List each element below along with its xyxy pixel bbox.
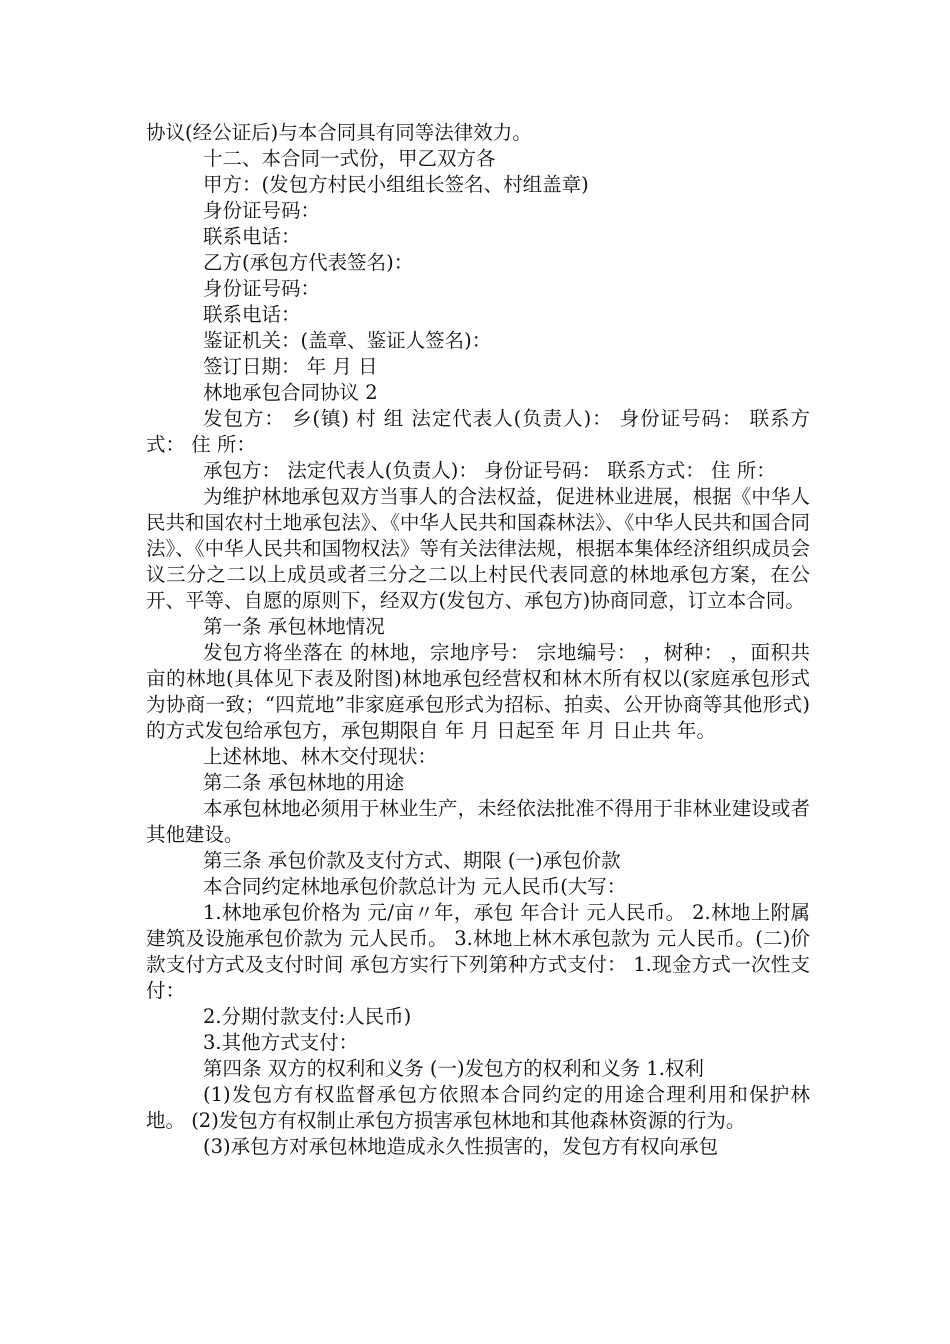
paragraph: 签订日期： 年 月 日 bbox=[203, 355, 378, 378]
paragraph: (1)发包方有权监督承包方依照本合同约定的用途合理利用和保护林地。 (2)发包方有权制止承包方损害承包林地和其他森林资源的行为。 bbox=[146, 1083, 810, 1132]
paragraph: 身份证号码： bbox=[203, 277, 321, 300]
article-heading: 第三条 承包价款及支付方式、期限 (一)承包价款 bbox=[203, 849, 621, 872]
paragraph: 十二、本合同一式份，甲乙双方各 bbox=[203, 147, 496, 170]
paragraph: 为维护林地承包双方当事人的合法权益，促进林业进展，根据《中华人民共和国农村土地承包法》、《中华人民共和国森林法》、《中华人民共和国合同法》、《中华人民共和国物权法》等有关法律法规，根据本集体经济组织成员会议三分之二以上成员或者三分之二以上村民代表同意的林地承包方案，在公开、平等、自愿的原则下，经双方(发包方、承包方)协商同意，订立本合同。 bbox=[146, 485, 810, 612]
article-heading: 第二条 承包林地的用途 bbox=[203, 771, 405, 794]
contract-text bbox=[146, 120, 810, 1160]
paragraph: 本承包林地必须用于林业生产，未经依法批准不得用于非林业建设或者其他建设。 bbox=[146, 797, 810, 846]
paragraph: 乙方(承包方代表签名)： bbox=[203, 251, 414, 274]
paragraph: 协议(经公证后)与本合同具有同等法律效力。 bbox=[146, 121, 532, 144]
section-title: 林地承包合同协议 2 bbox=[203, 381, 378, 404]
paragraph: 2.分期付款支付:人民币) bbox=[203, 1005, 412, 1028]
paragraph: 联系电话： bbox=[203, 225, 301, 248]
paragraph: 发包方将坐落在 的林地，宗地序号： 宗地编号： ，树种： ，面积共 亩的林地(具体见下表及附图)林地承包经营权和林木所有权以(家庭承包形式为协商一致；“四荒地”非家庭承包形式为招标、拍卖、公开协商等其他形式)的方式发包给承包方，承包期限自 年 月 日起至 年 月 日止共 年。 bbox=[146, 641, 810, 742]
paragraph: 承包方： 法定代表人(负责人)： 身份证号码： 联系方式： 住 所： bbox=[203, 459, 776, 482]
paragraph: 上述林地、林木交付现状： bbox=[203, 745, 438, 768]
article-heading: 第四条 双方的权利和义务 (一)发包方的权利和义务 1.权利 bbox=[203, 1057, 704, 1080]
paragraph: 发包方： 乡(镇) 村 组 法定代表人(负责人)： 身份证号码： 联系方式： 住 所： bbox=[146, 407, 810, 456]
paragraph: 本合同约定林地承包价款总计为 元人民币(大写： bbox=[203, 875, 627, 898]
paragraph: 甲方：(发包方村民小组组长签名、村组盖章) bbox=[203, 173, 589, 196]
article-heading: 第一条 承包林地情况 bbox=[203, 615, 385, 638]
paragraph: 鉴证机关：(盖章、鉴证人签名)： bbox=[203, 329, 492, 352]
paragraph: 联系电话： bbox=[203, 303, 301, 326]
paragraph: 1.林地承包价格为 元/亩〃年，承包 年合计 元人民币。 2.林地上附属建筑及设施承包价款为 元人民币。 3.林地上林木承包款为 元人民币。(二)价款支付方式及支付时间 承包方实行下列第种方式支付： 1.现金方式一次性支付： bbox=[146, 901, 810, 1002]
paragraph: 3.其他方式支付： bbox=[203, 1031, 359, 1054]
paragraph: (3)承包方对承包林地造成永久性损害的，发包方有权向承包 bbox=[203, 1135, 719, 1158]
paragraph: 身份证号码： bbox=[203, 199, 321, 222]
